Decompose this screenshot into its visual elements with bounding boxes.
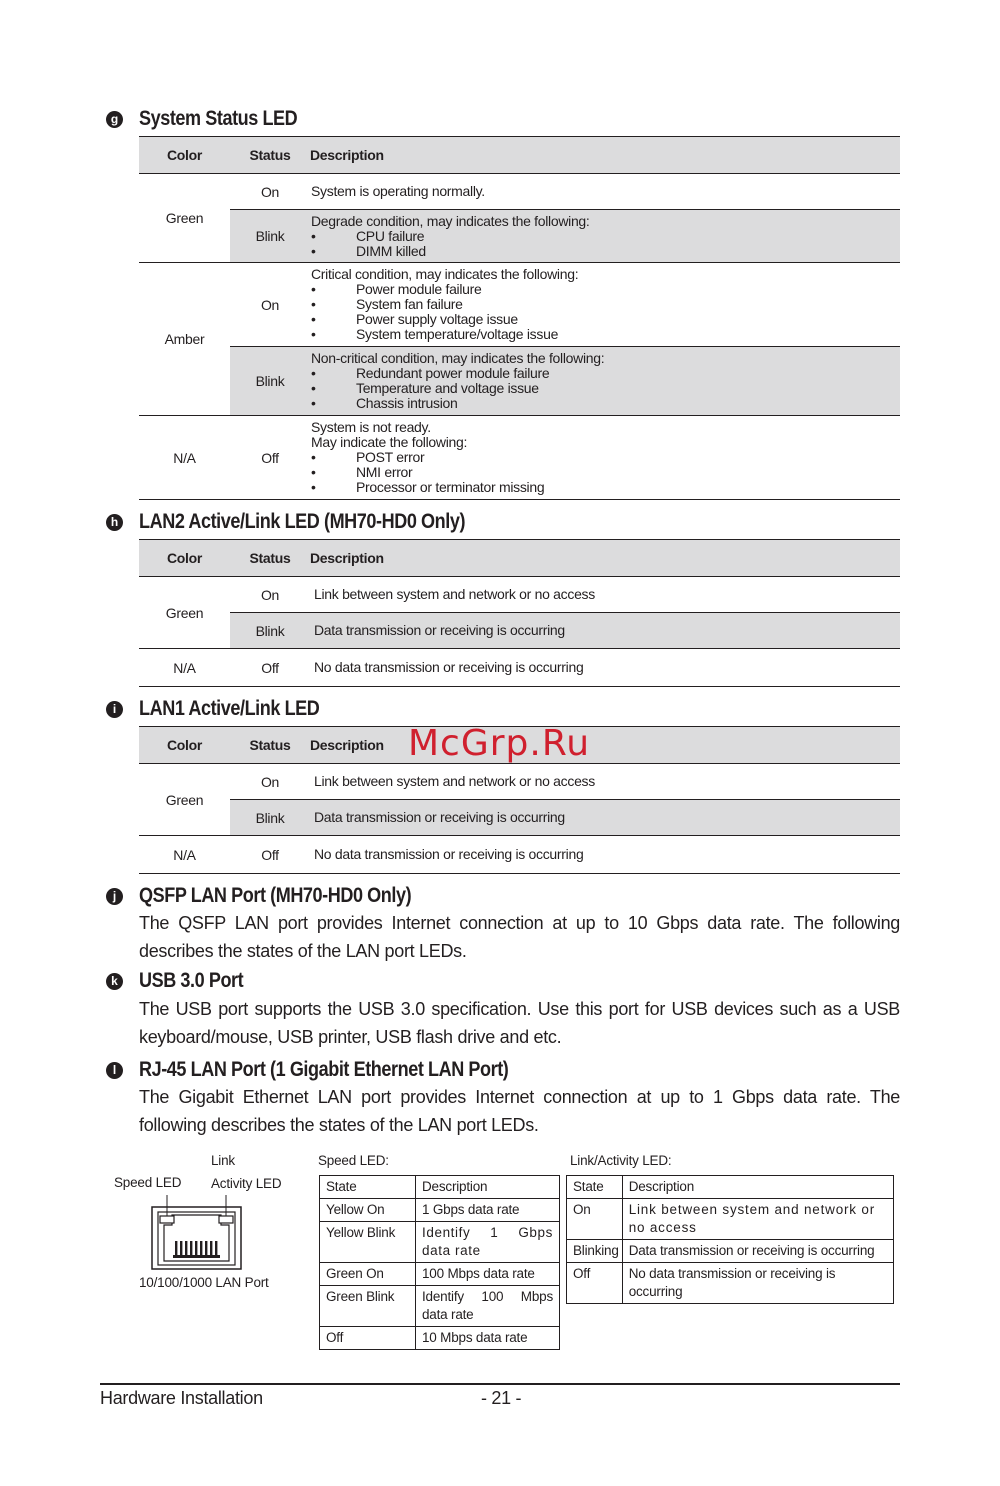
table-cell: Off xyxy=(320,1327,416,1350)
table-header-cell: Description xyxy=(416,1176,560,1199)
section-letter-icon: h xyxy=(106,514,123,531)
activity-led-table xyxy=(566,1175,894,1304)
status-cell: Blink xyxy=(230,347,310,416)
rj45-paragraph: The Gigabit Ethernet LAN port provides Internet connection at up to 1 Gbps data rate. The following describes the states of the LAN port LEDs. xyxy=(139,1087,900,1135)
table-cell: Blinking xyxy=(567,1240,623,1263)
col-header-status: Status xyxy=(230,727,310,764)
status-cell: Blink xyxy=(230,613,310,649)
table-cell: Off xyxy=(567,1263,623,1304)
section-heading-qsfp xyxy=(106,884,455,908)
table-cell: Yellow Blink xyxy=(320,1222,416,1263)
bullet-item xyxy=(311,229,900,244)
bullet-icon: • xyxy=(311,449,316,465)
bullet-text: System fan failure xyxy=(356,296,463,312)
bullet-icon: • xyxy=(311,281,316,297)
table-cell: Data transmission or receiving is occurring xyxy=(622,1240,893,1263)
color-cell: Green xyxy=(139,174,230,263)
bullet-text: NMI error xyxy=(356,464,413,480)
table-cell: 1 Gbps data rate xyxy=(416,1199,560,1222)
description-cell: No data transmission or receiving is occurring xyxy=(310,836,900,874)
color-cell: N/A xyxy=(139,649,230,687)
bullet-text: Chassis intrusion xyxy=(356,395,458,411)
table-cell: On xyxy=(567,1199,623,1240)
color-cell: Green xyxy=(139,577,230,649)
activity-led-label: Activity LED xyxy=(211,1176,282,1191)
section-title: System Status LED xyxy=(139,107,298,130)
bullet-icon: • xyxy=(311,365,316,381)
table-cell: No data transmission or receiving is occurring xyxy=(622,1263,893,1304)
col-header-status: Status xyxy=(230,137,310,174)
bullet-icon: • xyxy=(311,380,316,396)
bullet-text: Processor or terminator missing xyxy=(356,479,545,495)
table-header-cell: State xyxy=(567,1176,623,1199)
section-heading-lan1 xyxy=(106,697,349,721)
bullet-text: CPU failure xyxy=(356,227,425,244)
usb-paragraph: The USB port supports the USB 3.0 specification. Use this port for USB devices such as a USB keyboard/mouse, USB printer, USB flash drive and etc. xyxy=(139,999,900,1047)
col-header-color: Color xyxy=(139,727,230,764)
section-title: RJ-45 LAN Port (1 Gigabit Ethernet LAN Port) xyxy=(139,1058,509,1081)
description-text: System is not ready. xyxy=(311,419,431,435)
table-cell: Green Blink xyxy=(320,1286,416,1327)
description-cell xyxy=(310,416,900,500)
bullet-text: POST error xyxy=(356,449,425,465)
table-header-cell: State xyxy=(320,1176,416,1199)
bullet-item xyxy=(311,282,900,297)
table-row xyxy=(567,1176,894,1199)
description-cell xyxy=(310,263,900,347)
description-text: Non-critical condition, may indicates the following: xyxy=(311,350,605,366)
bullet-item xyxy=(311,312,900,327)
bullet-item xyxy=(311,480,900,495)
link-label: Link xyxy=(211,1153,235,1168)
section-title: LAN1 Active/Link LED xyxy=(139,697,320,720)
footer-section-title: Hardware Installation xyxy=(100,1388,263,1408)
description-cell: Link between system and network or no access xyxy=(310,764,900,800)
section-letter-icon: g xyxy=(106,111,123,128)
speed-led-caption: Speed LED: xyxy=(318,1153,389,1168)
description-text: May indicate the following: xyxy=(311,434,468,450)
description-cell: No data transmission or receiving is occurring xyxy=(310,649,900,687)
table-cell: Green On xyxy=(320,1263,416,1286)
table-cell: Identify 100 Mbps data rate xyxy=(416,1286,560,1327)
description-cell: System is operating normally. xyxy=(310,174,900,210)
bullet-icon: • xyxy=(311,326,316,342)
status-cell: Off xyxy=(230,836,310,874)
table-row xyxy=(320,1176,560,1199)
rj45-port-icon xyxy=(150,1193,245,1273)
description-text: Degrade condition, may indicates the following: xyxy=(311,212,590,229)
section-heading-usb xyxy=(106,969,260,993)
table-cell: 100 Mbps data rate xyxy=(416,1263,560,1286)
bullet-icon: • xyxy=(311,311,316,327)
table-row xyxy=(320,1327,560,1350)
description-cell: Data transmission or receiving is occurring xyxy=(310,800,900,836)
status-cell: Off xyxy=(230,416,310,500)
col-header-color: Color xyxy=(139,540,230,577)
table-row xyxy=(567,1240,894,1263)
bullet-icon: • xyxy=(311,464,316,480)
status-cell: On xyxy=(230,764,310,800)
status-cell: On xyxy=(230,174,310,210)
description-cell: Link between system and network or no access xyxy=(310,577,900,613)
section-letter-icon: j xyxy=(106,888,123,905)
lan-port-label: 10/100/1000 LAN Port xyxy=(139,1275,269,1290)
description-text: Critical condition, may indicates the following: xyxy=(311,266,579,282)
bullet-text: Redundant power module failure xyxy=(356,365,550,381)
activity-led-caption: Link/Activity LED: xyxy=(570,1153,672,1168)
bullet-item xyxy=(311,396,900,411)
table-row xyxy=(320,1263,560,1286)
status-cell: Blink xyxy=(230,800,310,836)
section-title: USB 3.0 Port xyxy=(139,969,244,992)
footer-divider xyxy=(100,1383,900,1385)
col-header-description: Description xyxy=(310,137,900,174)
lan2-led-table xyxy=(139,539,900,687)
bullet-text: Power module failure xyxy=(356,281,482,297)
status-cell: Off xyxy=(230,649,310,687)
color-cell: N/A xyxy=(139,836,230,874)
section-letter-icon: l xyxy=(106,1062,123,1079)
section-heading-system-status xyxy=(106,107,323,131)
bullet-text: System temperature/voltage issue xyxy=(356,326,559,342)
description-cell xyxy=(310,210,900,263)
color-cell: Green xyxy=(139,764,230,836)
qsfp-paragraph: The QSFP LAN port provides Internet connection at up to 10 Gbps data rate. The following describes the states of the LAN port LEDs. xyxy=(139,913,900,961)
system-status-led-table xyxy=(139,136,900,500)
table-cell: 10 Mbps data rate xyxy=(416,1327,560,1350)
status-cell: On xyxy=(230,263,310,347)
description-cell xyxy=(310,347,900,416)
color-cell: N/A xyxy=(139,416,230,500)
bullet-text: Power supply voltage issue xyxy=(356,311,518,327)
table-row xyxy=(567,1199,894,1240)
table-cell: Identify 1 Gbps data rate xyxy=(416,1222,560,1263)
page-number: - 21 - xyxy=(481,1388,522,1408)
table-cell: Yellow On xyxy=(320,1199,416,1222)
bullet-icon: • xyxy=(311,227,316,244)
table-cell: Link between system and network or no access xyxy=(622,1199,893,1240)
bullet-item xyxy=(311,465,900,480)
bullet-icon: • xyxy=(311,479,316,495)
section-title: LAN2 Active/Link LED (MH70-HD0 Only) xyxy=(139,510,466,533)
bullet-item xyxy=(311,381,900,396)
watermark: McGrp.Ru xyxy=(408,723,591,764)
section-heading-lan2 xyxy=(106,510,518,534)
bullet-item xyxy=(311,244,900,259)
col-header-description: Description xyxy=(310,540,900,577)
bullet-item xyxy=(311,327,900,342)
bullet-item xyxy=(311,450,900,465)
table-row xyxy=(320,1222,560,1263)
section-letter-icon: i xyxy=(106,701,123,718)
description-cell: Data transmission or receiving is occurring xyxy=(310,613,900,649)
bullet-item xyxy=(311,366,900,381)
color-cell: Amber xyxy=(139,263,230,416)
table-header-cell: Description xyxy=(622,1176,893,1199)
status-cell: On xyxy=(230,577,310,613)
bullet-item xyxy=(311,297,900,312)
col-header-status: Status xyxy=(230,540,310,577)
section-letter-icon: k xyxy=(106,973,123,990)
speed-led-label: Speed LED xyxy=(114,1175,182,1190)
table-row xyxy=(320,1286,560,1327)
bullet-icon: • xyxy=(311,395,316,411)
bullet-text: DIMM killed xyxy=(356,242,426,259)
col-header-color: Color xyxy=(139,137,230,174)
speed-led-table xyxy=(319,1175,560,1350)
section-title: QSFP LAN Port (MH70-HD0 Only) xyxy=(139,884,412,907)
status-cell: Blink xyxy=(230,210,310,263)
table-row xyxy=(320,1199,560,1222)
table-row xyxy=(567,1263,894,1304)
bullet-text: Temperature and voltage issue xyxy=(356,380,539,396)
bullet-icon: • xyxy=(311,242,316,259)
col-header-description: Description xyxy=(310,727,900,764)
section-heading-rj45 xyxy=(106,1058,569,1082)
bullet-icon: • xyxy=(311,296,316,312)
